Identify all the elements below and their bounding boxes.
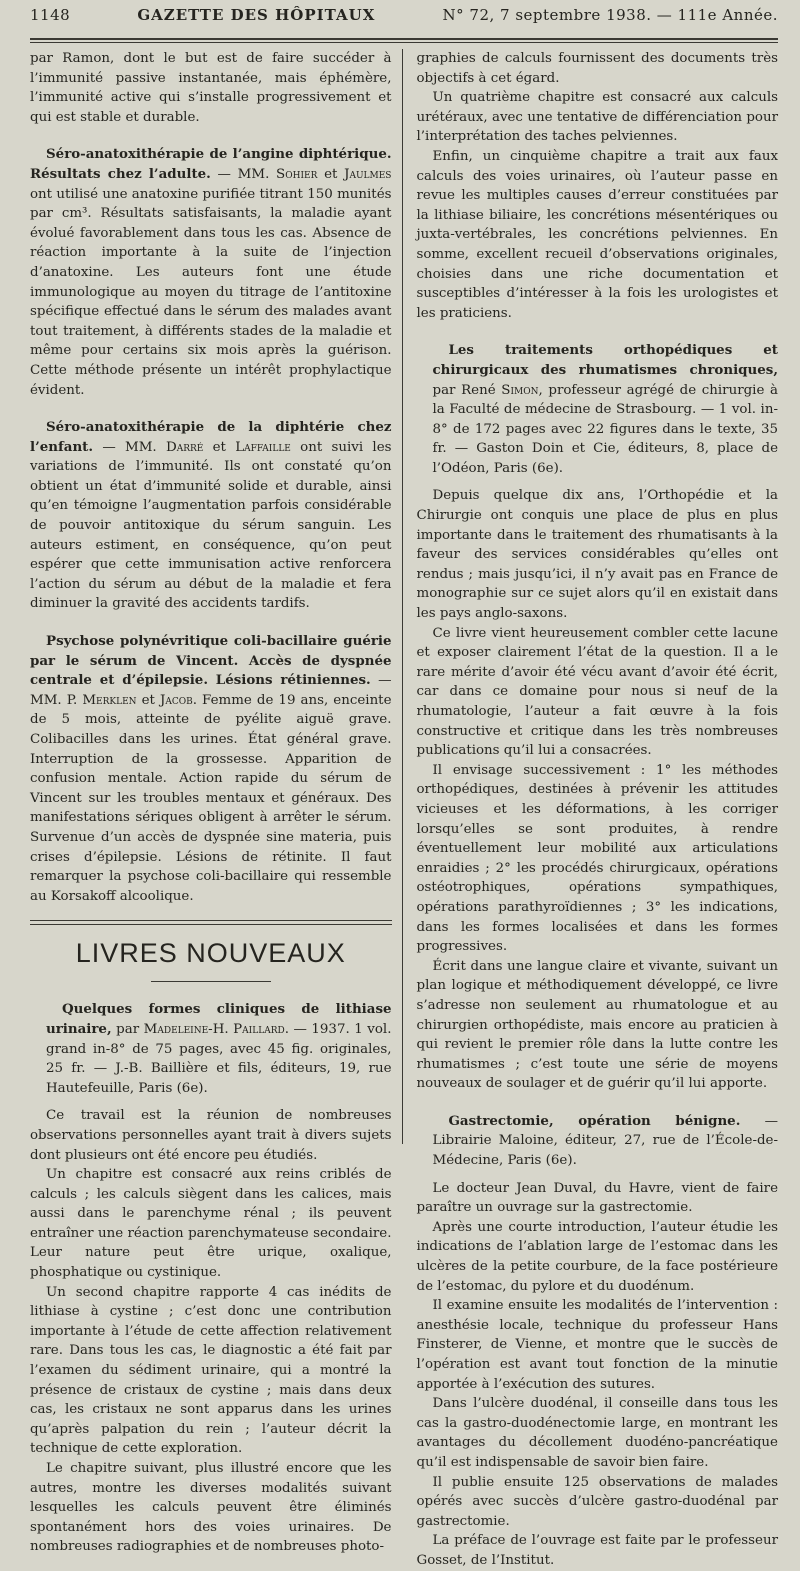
section-title: LIVRES NOUVEAUX	[75, 938, 346, 969]
book-details: — Librairie Maloine, éditeur, 27, rue de l’École-de-Médecine, Paris (6e).	[432, 1113, 778, 1169]
issue-info: N° 72, 7 septembre 1938. — 111e Année.	[442, 6, 778, 24]
book-entry-rhumatismes: Les traitements orthopédiques et chirurgicaux des rhumatismes chroniques, par René Simon, professeur agrégé de chirurgie à la Faculté de médecine de Strasbourg. — 1 vol. in-8° de 172 pages avec 22 figures dans le texte, 35 fr. — Gaston Doin et Cie, éditeurs, 8, place de l’Odéon, Paris (6e).	[432, 342, 778, 476]
review-paragraph: Le chapitre suivant, plus illustré encore que les autres, montre les diverses modalités suivant lesquelles les calculs peuvent être éliminés spontanément hors des voies urinaires. De nombreuses radiographies et de nombreuses photo-	[30, 1461, 392, 1555]
review-paragraph: Écrit dans une langue claire et vivante, suivant un plan logique et méthodiquement développé, ce livre s’adresse non seulement au rhumatologue et au chirurgien orthopédiste, mais encore au praticien à qui revient le premier rôle dans la lutte contre les rhumatismes ; c’est toute une série de moyens nouveaux de soulager et de guérir qu’il lui apporte.	[416, 958, 778, 1092]
article-lead: Psychose polynévritique coli-bacillaire guérie par le sérum de Vincent. Accès de dyspnée centrale et d’épilepsie. Lésions rétiniennes.	[30, 633, 392, 689]
page-header	[30, 6, 778, 36]
review-paragraph: Il publie ensuite 125 observations de malades opérés avec succès d’ulcère gastro-duodénal par gastrectomie.	[416, 1474, 778, 1529]
review-paragraph: Enfin, un cinquième chapitre a trait aux faux calculs des voies urinaires, où l’auteur passe en revue les multiples causes d’erreur constituées par la lithiase biliaire, les concrétions mésentériques ou juxta-vertébrales, les concrétions pelviennes. En somme, excellent recueil d’observations originales, choisies dans une riche documentation et susceptibles d’intéresser à la fois les urologistes et les praticiens.	[416, 148, 778, 321]
intro-paragraph: par Ramon, dont le but est de faire succéder à l’immunité passive instantanée, mais éphémère, l’immunité active qui s’installe progressivement et qui est stable et durable.	[30, 51, 392, 125]
section-divider	[30, 920, 392, 925]
book-title: Quelques formes cliniques de lithiase urinaire,	[46, 1001, 392, 1037]
author-name: Sohier	[276, 166, 318, 182]
review-paragraph: Ce livre vient heureusement combler cette lacune et exposer clairement l’état de la question. Il a le rare mérite d’avoir été vécu avant d’avoir été écrit, car dans ce domaine pour nous si neuf de la rhumatologie, l’auteur a fait œuvre à la fois constructive et critique dans les très nombreuses publications qu’il lui a consacrées.	[416, 625, 778, 759]
review-paragraph: Un quatrième chapitre est consacré aux calculs urétéraux, avec une tentative de différenciation pour l’interprétation des taches pelviennes.	[416, 90, 778, 145]
book-author: Madeleine-H. Paillard	[143, 1021, 285, 1037]
book-details: , professeur agrégé de chirurgie à la Faculté de médecine de Strasbourg. — 1 vol. in-8° de 172 pages avec 22 figures dans le texte, 35 fr. — Gaston Doin et Cie, éditeurs, 8, place de l’Odéon, Paris (6e).	[432, 382, 778, 476]
book-title: Gastrectomie, opération bénigne.	[448, 1112, 741, 1129]
article-body: . Femme de 19 ans, enceinte de 5 mois, atteinte de pyélite aiguë grave. Colibacilles dans les urines. État général grave. Interruption de la grossesse. Apparition de confusion mentale. Action rapide du sérum de Vincent sur les troubles mentaux et généraux. Des manifestations sériques obligent à arrêter le sérum. Survenue d’un accès de dyspnée sine materia, puis crises d’épilepsie. Lésions de rétinite. Il faut remarquer la psychose coli-bacillaire qui ressemble au Korsakoff alcoolique.	[30, 692, 392, 904]
review-paragraph: Après une courte introduction, l’auteur étudie les indications de l’ablation large de l’estomac dans les ulcères de la petite courbure, de la face postérieure de l’estomac, du pylore et du duodénum.	[416, 1219, 778, 1294]
journal-title: GAZETTE DES HÔPITAUX	[137, 6, 376, 24]
header-rule-thin	[30, 42, 778, 43]
author-name: Jaulmes	[344, 166, 392, 182]
author-name: Darré	[165, 439, 204, 455]
header-rule	[30, 38, 778, 40]
review-paragraph: Un second chapitre rapporte 4 cas inédits de lithiase à cystine ; c’est donc une contribution importante à l’étude de cette affection relativement rare. Dans tous les cas, le diagnostic a été fait par l’examen du sédiment urinaire, qui a montré la présence de cristaux de cystine ; mais dans deux cas, les cristaux ne sont apparus dans les urines qu’après palpation du rein ; l’auteur décrit la technique de cette exploration.	[30, 1284, 392, 1457]
article-lead: Séro-anatoxithérapie de la diphtérie chez l’enfant.	[30, 419, 392, 455]
book-entry-lithiase: Quelques formes cliniques de lithiase urinaire, par Madeleine-H. Paillard. — 1937. 1 vol. grand in-8° de 75 pages, avec 45 fig. originales, 25 fr. — J.-B. Baillière et fils, éditeurs, 19, rue Hautefeuille, Paris (6e).	[46, 1001, 392, 1096]
right-column	[416, 49, 779, 1568]
review-paragraph: Ce travail est la réunion de nombreuses observations personnelles ayant trait à divers sujets dont plusieurs ont été encore peu étudiés.	[30, 1108, 392, 1163]
columns	[30, 49, 778, 1568]
review-paragraph: La préface de l’ouvrage est faite par le professeur Gosset, de l’Institut.	[416, 1533, 778, 1568]
article-lead: Séro-anatoxithérapie de l’angine diphtérique. Résultats chez l’adulte.	[30, 146, 392, 182]
article-diphterie-enfant: Séro-anatoxithérapie de la diphtérie chez l’enfant. — MM. Darré et Laffaille ont suivi les variations de l’immunité. Ils ont constaté qu’on obtient un état d’immunité solide et durable, ainsi qu’en témoigne l’augmentation parfois considérable de pouvoir antitoxique du sérum sanguin. Les auteurs estiment, en conséquence, qu’on peut espérer que cette immunisation active renforcera l’action du sérum au début de la maladie et fera diminuer la gravité des accidents tardifs.	[30, 419, 392, 612]
book-author: Simon	[501, 382, 539, 398]
article-angine-adulte: Séro-anatoxithérapie de l’angine diphtérique. Résultats chez l’adulte. — MM. Sohier et Jaulmes ont utilisé une anatoxine purifiée titrant 150 munités par cm³. Résultats satisfaisants, la maladie ayant évolué favorablement dans tous les cas. Absence de réaction importante à la suite de l’injection d’anatoxine. Les auteurs font une étude immunologique au moyen du titrage de l’antitoxine spécifique effectué dans le sérum des malades avant tout traitement, à différents stades de la maladie et même pour certains six mois après la guérison. Cette méthode présente un intérêt prophylactique évident.	[30, 146, 392, 398]
author-name: Jacob	[159, 692, 193, 708]
author-name: Merklen	[82, 692, 137, 708]
review-paragraph: Il envisage successivement : 1° les méthodes orthopédiques, destinées à prévenir les attitudes vicieuses et les déformations, à les corriger lorsqu’elles se sont produites, à rendre éventuellement leur mobilité aux articulations enraidies ; 2° les procédés chirurgicaux, opérations ostéotrophiques, opérations sympathiques, opérations parathyroïdiennes ; 3° les indications, dans les formes localisées et dans les formes progressives.	[416, 762, 778, 955]
review-paragraph: Depuis quelque dix ans, l’Orthopédie et la Chirurgie ont conquis une place de plus en plus importante dans le traitement des rhumatisants à la faveur des services considérables qu’elles ont rendus ; mais jusqu’ici, il n’y avait pas en France de monographie sur ce sujet alors qu’il en existait dans les pays anglo-saxons.	[416, 488, 778, 622]
book-title: Les traitements orthopédiques et chirurgicaux des rhumatismes chroniques,	[432, 342, 778, 378]
article-body: ont suivi les variations de l’immunité. Ils ont constaté qu’on obtient un état d’immunité solide et durable, ainsi qu’en témoigne l’augmentation parfois considérable de pouvoir antitoxique du sérum sanguin. Les auteurs estiment, en conséquence, qu’on peut espérer que cette immunisation active renforcera l’action du sérum au début de la maladie et fera diminuer la gravité des accidents tardifs.	[30, 439, 392, 612]
review-paragraph: Le docteur Jean Duval, du Havre, vient de faire paraître un ouvrage sur la gastrectomie.	[416, 1180, 778, 1216]
page-number: 1148	[30, 6, 71, 24]
book-details: . — 1937. 1 vol. grand in-8° de 75 pages, avec 45 fig. originales, 25 fr. — J.-B. Baillière et fils, éditeurs, 19, rue Hautefeuille, Paris (6e).	[46, 1021, 392, 1096]
left-column	[30, 49, 403, 1555]
review-continuation: graphies de calculs fournissent des documents très objectifs à cet égard.	[416, 51, 778, 86]
review-paragraph: Il examine ensuite les modalités de l’intervention : anesthésie locale, technique du professeur Hans Finsterer, de Vienne, et montre que le succès de l’opération est avant tout fonction de la minutie apportée à l’exécution des sutures.	[416, 1298, 778, 1392]
article-psychose: Psychose polynévritique coli-bacillaire guérie par le sérum de Vincent. Accès de dyspnée centrale et d’épilepsie. Lésions rétiniennes. — MM. P. Merklen et Jacob. Femme de 19 ans, enceinte de 5 mois, atteinte de pyélite aiguë grave. Colibacilles dans les urines. État général grave. Interruption de la grossesse. Apparition de confusion mentale. Action rapide du sérum de Vincent sur les troubles mentaux et généraux. Des manifestations sériques obligent à arrêter le sérum. Survenue d’un accès de dyspnée sine materia, puis crises d’épilepsie. Lésions de rétinite. Il faut remarquer la psychose coli-bacillaire qui ressemble au Korsakoff alcoolique.	[30, 633, 392, 904]
article-body: ont utilisé une anatoxine purifiée titrant 150 munités par cm³. Résultats satisfaisants, la maladie ayant évolué favorablement dans tous les cas. Absence de réaction importante à la suite de l’injection d’anatoxine. Les auteurs font une étude immunologique au moyen du titrage de l’antitoxine spécifique effectué dans le sérum des malades avant tout traitement, à différents stades de la maladie et même pour certains six mois après la guérison. Cette méthode présente un intérêt prophylactique évident.	[30, 186, 392, 398]
review-paragraph: Dans l’ulcère duodénal, il conseille dans tous les cas la gastro-duodénectomie large, en montrant les avantages du décollement duodéno-pancréatique qu’il est indispensable de savoir bien faire.	[416, 1396, 778, 1470]
review-paragraph: Un chapitre est consacré aux reins criblés de calculs ; les calculs siègent dans les calices, mais aussi dans le parenchyme rénal ; ils peuvent entraîner une réaction parenchymateuse secondaire. Leur nature peut être urique, oxalique, phosphatique ou cystinique.	[30, 1167, 392, 1281]
title-underline	[151, 981, 271, 982]
author-name: Laffaille	[235, 439, 291, 455]
book-entry-gastrectomie	[417, 1112, 779, 1171]
